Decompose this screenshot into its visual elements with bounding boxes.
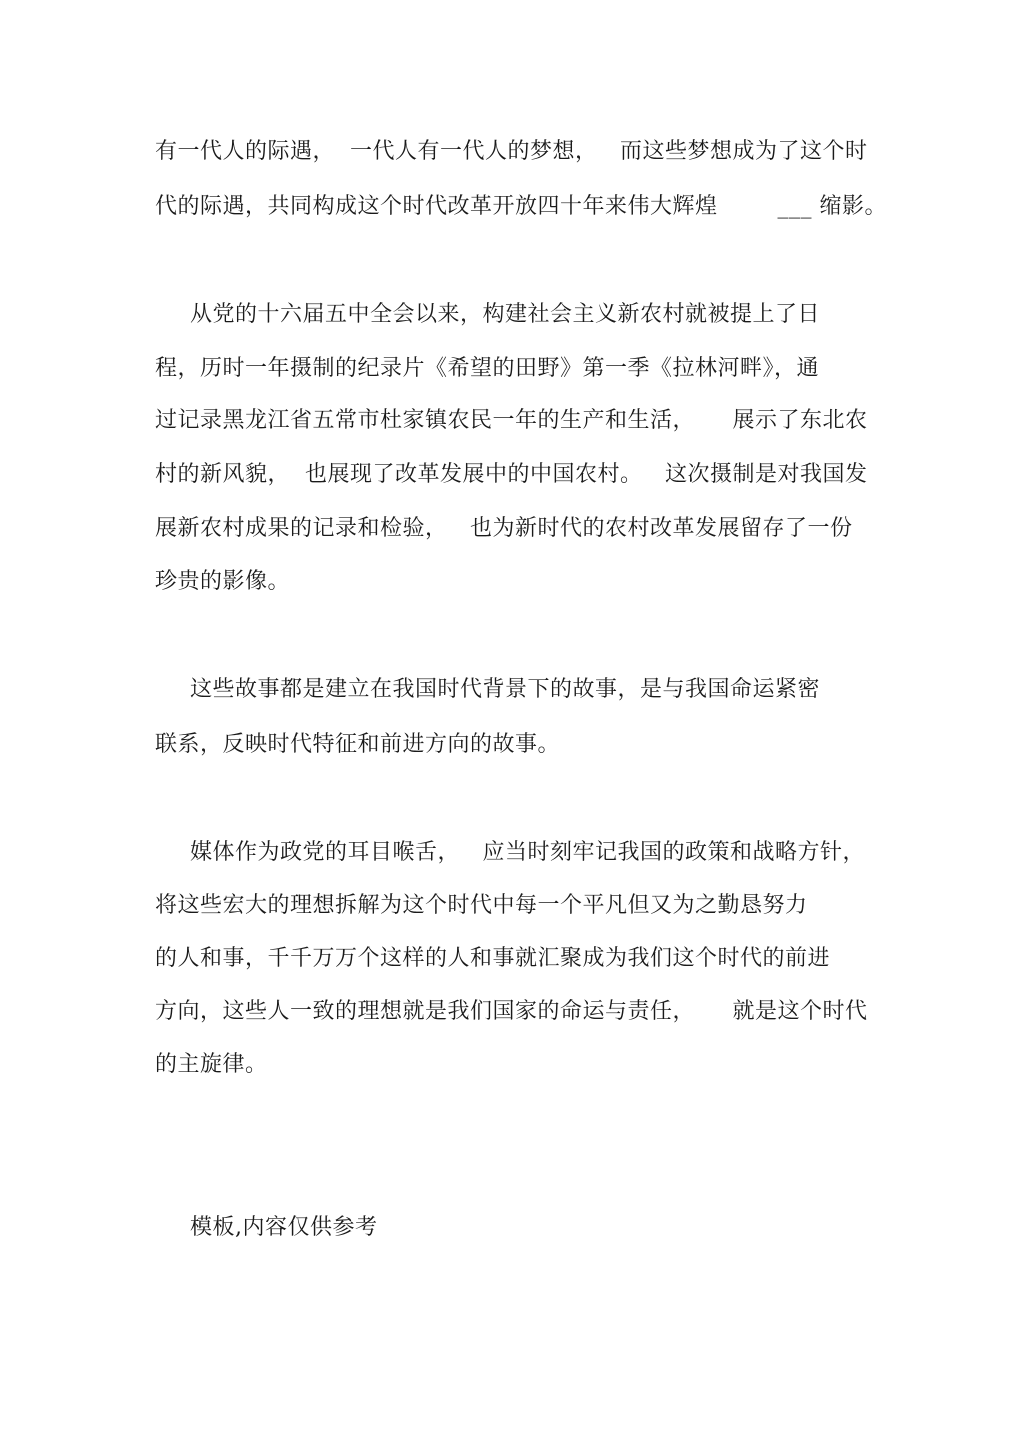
footer-note: 模板,内容仅供参考	[190, 1215, 378, 1240]
paragraph-4-line-2: 将这些宏大的理想拆解为这个时代中每一个平凡但又为之勤恳努力	[155, 893, 808, 918]
paragraph-4-line-4: 方向，这些人一致的理想就是我们国家的命运与责任， 就是这个时代	[155, 999, 868, 1024]
paragraph-4-line-1: 媒体作为政党的耳目喉舌， 应当时刻牢记我国的政策和战略方针，	[190, 840, 865, 865]
paragraph-1-line-2: 代的际遇，共同构成这个时代改革开放四十年来伟大辉煌 ___ 缩影。	[155, 194, 887, 219]
paragraph-4-line-5: 的主旋律。	[155, 1052, 268, 1077]
paragraph-2-line-6: 珍贵的影像。	[155, 569, 291, 594]
paragraph-2-line-2: 程，历时一年摄制的纪录片《希望的田野》第一季《拉林河畔》，通	[155, 356, 820, 381]
paragraph-4-line-3: 的人和事，千千万万个这样的人和事就汇聚成为我们这个时代的前进	[155, 946, 831, 971]
paragraph-2-line-3: 过记录黑龙江省五常市杜家镇农民一年的生产和生活， 展示了东北农	[155, 408, 868, 433]
paragraph-3-line-1: 这些故事都是建立在我国时代背景下的故事，是与我国命运紧密	[190, 677, 821, 702]
paragraph-2-line-5: 展新农村成果的记录和检验， 也为新时代的农村改革发展留存了一份	[155, 516, 853, 541]
paragraph-1-line-1: 有一代人的际遇， 一代人有一代人的梦想， 而这些梦想成为了这个时	[155, 139, 868, 164]
paragraph-2-line-1: 从党的十六届五中全会以来，构建社会主义新农村就被提上了日	[190, 302, 821, 327]
paragraph-2-line-4: 村的新风貌， 也展现了改革发展中的中国农村。 这次摄制是对我国发	[155, 462, 868, 487]
paragraph-3-line-2: 联系，反映时代特征和前进方向的故事。	[155, 732, 561, 757]
